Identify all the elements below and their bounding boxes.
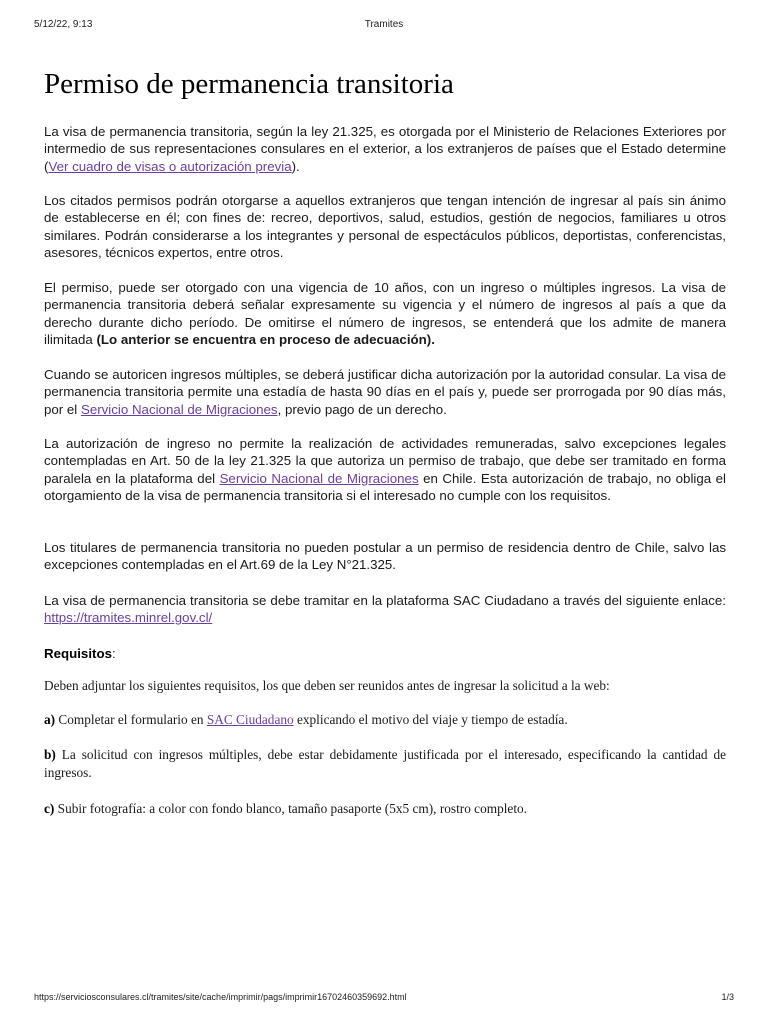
requirement-text: La solicitud con ingresos múltiples, debe estar debidamente justificada por el interesado, especificando la cantidad de ingresos.	[44, 747, 726, 780]
adequacy-note: (Lo anterior se encuentra en proceso de adecuación).	[96, 331, 435, 347]
print-footer	[0, 991, 768, 1007]
requirements-intro: Deben adjuntar los siguientes requisitos, los que deben ser reunidos antes de ingresar la solicitud a la web:	[44, 678, 610, 693]
paragraph-text: La visa de permanencia transitoria, según la ley 21.325, es otorgada por el Ministerio de Relaciones Exteriores por intermedio de sus representaciones consulares en el exterior, a los extranjeros de países que el Estado determine (	[44, 124, 726, 174]
paragraph-purposes	[44, 192, 726, 261]
print-page-number: 1/3	[721, 992, 734, 1002]
print-url: https://serviciosconsulares.cl/tramites/site/cache/imprimir/pags/imprimir16702460359692.html	[34, 992, 407, 1002]
print-header	[0, 0, 768, 40]
paragraph-platform	[44, 592, 726, 627]
paragraph-text: Cuando se autoricen ingresos múltiples, se deberá justificar dicha autorización por la autoridad consular. La visa de permanencia transitoria permite una estadía de hasta 90 días en el país y, puede ser prorrogada por 90 días más, por el	[44, 367, 726, 417]
paragraph-text: El permiso, puede ser otorgado con una vigencia de 10 años, con un ingreso o múltiples ingresos. La visa de permanencia transitoria deberá señalar expresamente su vigencia y el número de ingresos al país a que da derecho durante dicho período. De omitirse el número de ingresos, se entenderá que los admite de manera ilimitada	[44, 280, 726, 347]
paragraph-intro	[44, 123, 726, 175]
requirement-b	[44, 746, 726, 782]
paragraph-text: Los titulares de permanencia transitoria no pueden postular a un permiso de residencia dentro de Chile, salvo las excepciones contempladas en el Art.69 de la Ley N°21.325.	[44, 540, 726, 573]
requirement-text: Subir fotografía: a color con fondo blanco, tamaño pasaporte (5x5 cm), rostro completo.	[54, 801, 527, 816]
sac-ciudadano-link[interactable]: SAC Ciudadano	[206, 712, 294, 727]
page-title: Permiso de permanencia transitoria	[44, 68, 454, 100]
requirement-c	[44, 800, 726, 818]
paragraph-text: La visa de permanencia transitoria se debe tramitar en la plataforma SAC Ciudadano a través del siguiente enlace:	[44, 593, 726, 608]
requirement-text: explicando el motivo del viaje y tiempo de estadía.	[293, 712, 568, 727]
print-date: 5/12/22, 9:13	[34, 19, 93, 30]
tramites-link[interactable]: https://tramites.minrel.gov.cl/	[44, 610, 213, 626]
requirement-letter: a)	[44, 712, 56, 727]
paragraph-text: ).	[291, 158, 300, 174]
paragraph-residence	[44, 539, 726, 574]
migraciones-link[interactable]: Servicio Nacional de Migraciones	[80, 401, 278, 417]
requirement-letter: c)	[44, 801, 55, 816]
paragraph-text: en Chile. Esta autorización de trabajo, no obliga el otorgamiento de la visa de permanencia transitoria si el interesado no cumple con los requisitos.	[44, 470, 727, 503]
requirements-heading-colon: :	[111, 646, 116, 661]
visa-table-link[interactable]: Ver cuadro de visas o autorización previa	[48, 158, 292, 174]
requirements-heading-label: Requisitos	[44, 646, 112, 661]
requirement-text: Completar el formulario en	[55, 712, 207, 727]
paragraph-validity	[44, 279, 726, 348]
print-page-title: Tramites	[364, 19, 404, 30]
paragraph-work-permit	[44, 435, 726, 504]
migraciones-link[interactable]: Servicio Nacional de Migraciones	[219, 470, 419, 486]
requirement-a	[44, 711, 726, 729]
paragraph-text: , previo pago de un derecho.	[277, 401, 447, 417]
paragraph-multiple-entries	[44, 366, 726, 418]
requirement-letter: b)	[44, 747, 56, 762]
paragraph-text: Los citados permisos podrán otorgarse a aquellos extranjeros que tengan intención de ingresar al país sin ánimo de establecerse en él; con fines de: recreo, deportivos, salud, estudios, gestión de negocios, familiares u otros similares. Podrán considerarse a los integrantes y personal de espectáculos públicos, deportistas, conferencistas, asesores, técnicos expertos, entre otros.	[44, 193, 726, 260]
paragraph-text: La autorización de ingreso no permite la realización de actividades remuneradas, salvo excepciones legales contempladas en Art. 50 de la ley 21.325 la que autoriza un permiso de trabajo, que debe ser tramitado en forma paralela en la plataforma del	[44, 436, 726, 486]
requirements-heading	[44, 645, 726, 662]
